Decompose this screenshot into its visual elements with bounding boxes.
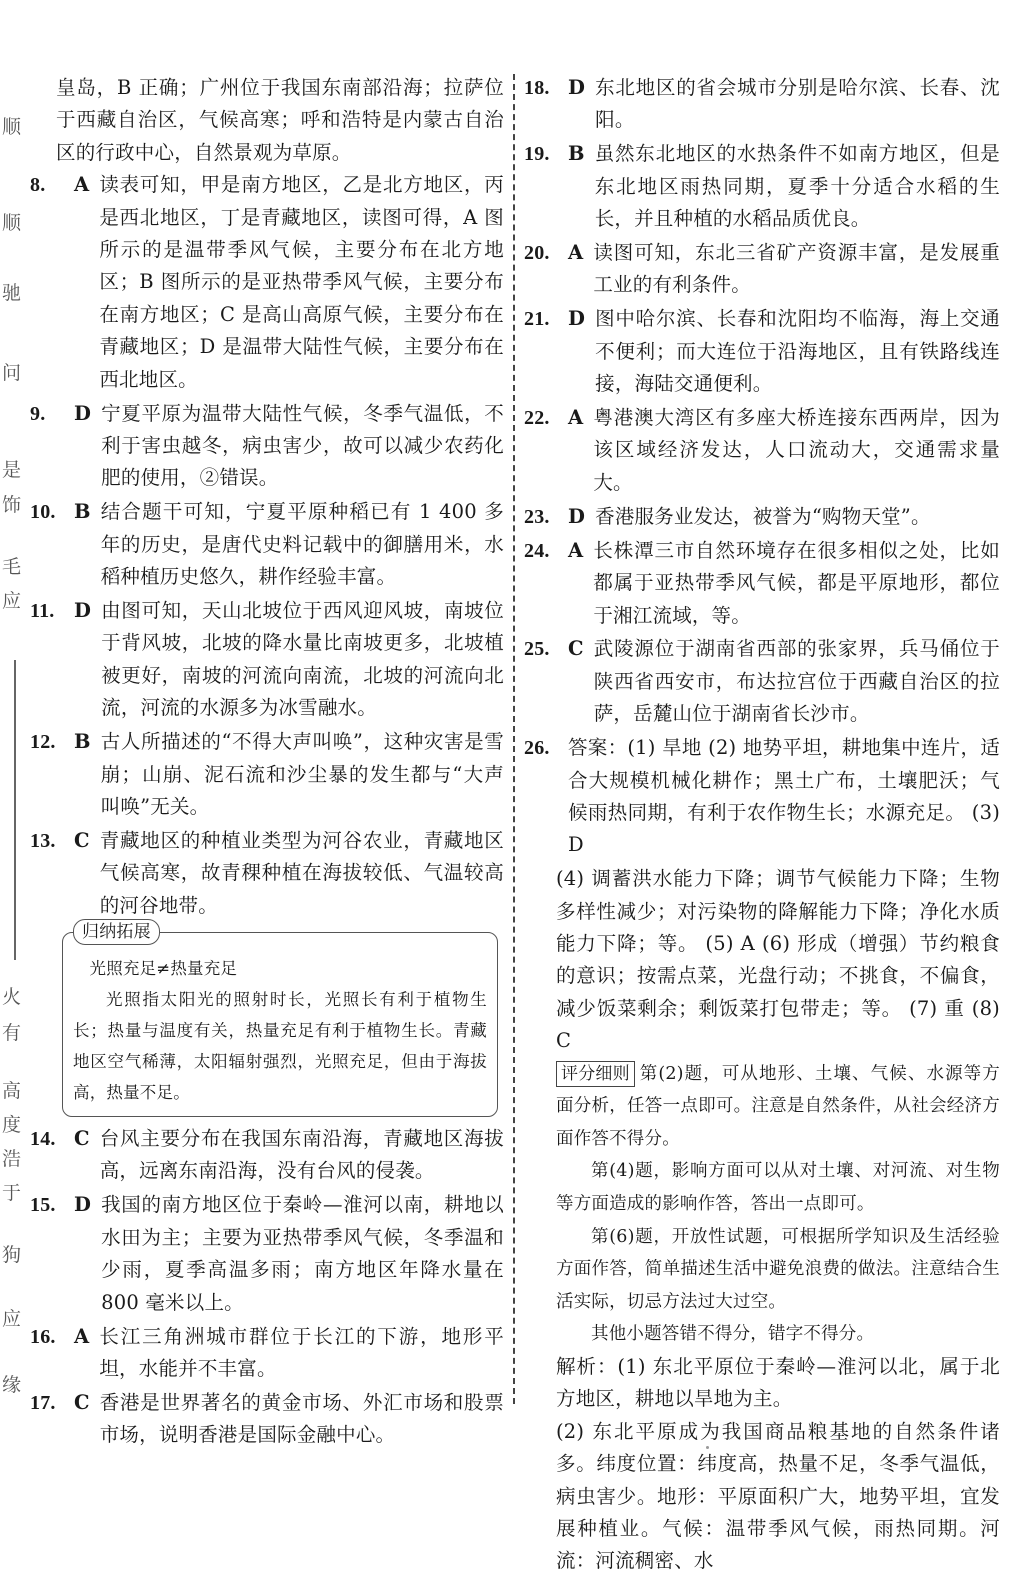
answer-item-19 [524,138,1000,235]
item-number: 11. [30,600,55,622]
item-answer: D [74,599,92,622]
answer-item-8 [30,169,504,396]
item-number: 20. [524,242,550,265]
scoring-rule-1 [556,1058,1000,1156]
item-number: 16. [30,1325,56,1348]
answer-item-23 [524,501,1000,533]
item-number: 8. [30,174,46,197]
item-answer: B [74,730,91,754]
item-number: 13. [30,829,56,852]
item-explanation: 长株潭三市自然环境存在很多相似之处，比如都属于亚热带季风气候，都是平原地形，都位于湘江流域，等。 [593,538,1000,627]
answer-item-14 [30,1123,504,1188]
item-number: 15. [30,1194,56,1217]
item-explanation: 武陵源位于湖南省西部的张家界，兵马俑位于陕西省西安市，布达拉宫位于西藏自治区的拉萨，岳麓山位于湖南省长沙市。 [593,637,1000,726]
item-answer: C [568,637,584,661]
item-explanation: 虽然东北地区的水热条件不如南方地区，但是东北地区雨热同期，夏季十分适合水稻的生长，并且种植的水稻品质优良。 [594,142,1000,231]
item-number: 12. [30,731,56,754]
continuation-text: 皇岛，B 正确；广州位于我国东南部沿海；拉萨位于西藏自治区，气候高寒；呼和浩特是内蒙古自治区的行政中心，自然景观为草原。 [56,76,504,164]
answer-item-21 [524,303,1000,400]
item-number: 10. [30,501,56,524]
item-number: 17. [30,1391,56,1414]
margin-char: 度 [2,1114,22,1136]
item-answer: A [568,406,584,430]
answer-item-15 [30,1189,504,1319]
item-answer: D [74,401,92,425]
answer-item-18 [524,72,1000,137]
item-number: 14. [30,1128,56,1151]
item-explanation: 东北地区的省会城市分别是哈尔滨、长春、沈阳。 [595,76,1000,132]
summary-box-tag: 归纳拓展 [73,919,160,945]
margin-char: 毛 [2,556,22,578]
answer-item-10 [30,496,504,593]
margin-rule [14,660,16,960]
item-explanation: 宁夏平原为温带大陆性气候，冬季气温低，不利于害虫越冬，病虫害少，故可以减少农药化肥的使用，②错误。 [101,401,504,490]
margin-char: 饰 [2,494,22,516]
answer-item-16 [30,1321,504,1386]
item-answer: D [568,76,586,99]
left-margin-fragments [0,70,22,1400]
answer-item-17 [30,1387,504,1452]
item-number: 18. [524,77,550,99]
item-number: 21. [524,308,550,331]
margin-char: 于 [2,1182,22,1204]
answer-item-22 [524,402,1000,499]
margin-char: 问 [2,362,22,384]
margin-char: 缘 [2,1374,22,1396]
item-number: 9. [30,402,46,425]
scan-speck [706,1446,709,1449]
item-explanation: 台风主要分布在我国东南沿海，青藏地区海拔高，远离东南沿海，没有台风的侵袭。 [99,1127,504,1183]
item-answer: D [568,307,586,331]
margin-char: 应 [2,1308,22,1330]
item-answer: A [568,241,584,265]
margin-char: 狗 [2,1244,22,1266]
item-answer: B [568,142,585,166]
item-answer: C [74,1390,90,1414]
scoring-rules-tag: 评分细则 [556,1061,635,1087]
answer-item-9 [30,398,504,495]
item-answer: A [568,538,584,562]
item-answer: D [568,504,586,528]
scoring-rule-1-text: 第(2)题，可从地形、土壤、气候、水源等方面分析，任答一点即可。注意是自然条件，从社会经济方面作答不得分。 [556,1063,1000,1149]
answer-item-12 [30,726,504,823]
item-explanation: 由图可知，天山北坡位于西风迎风坡，南坡位于背风坡，北坡的降水量比南坡更多，北坡植被更好，南坡的河流向南流，北坡的河流向北流，河流的水源多为冰雪融水。 [101,599,504,720]
item-answer: D [74,1193,92,1217]
analysis-2: (2) 东北平原成为我国商品粮基地的自然条件诸多。纬度位置：纬度高，热量不足，冬季气温低，病虫害少。地形：平原面积广大，地势平坦，宜发展种植业。气候：温带季风气候，雨热同期。河流：河流稠密、水 [556,1419,1000,1573]
item-explanation: 图中哈尔滨、长春和沈阳均不临海，海上交通不便利；而大连位于沿海地区，且有铁路线连接，海陆交通便利。 [595,307,1000,396]
item-number: 19. [524,143,550,166]
item-explanation: 我国的南方地区位于秦岭—淮河以南，耕地以水田为主；主要为亚热带季风气候，冬季温和少雨，夏季高温多雨；南方地区年降水量在 800 毫米以上。 [101,1193,504,1314]
item-number: 23. [524,505,550,528]
item-number: 25. [524,638,550,661]
left-column [30,72,504,1453]
item-explanation: 香港是世界著名的黄金市场、外汇市场和股票市场，说明香港是国际金融中心。 [99,1390,504,1447]
answer-item-20 [524,237,1000,302]
answer-item-24 [524,535,1000,632]
item-answer: B [74,500,91,524]
item-explanation: 古人所描述的“不得大声叫唤”，这种灾害是雪崩；山崩、泥石流和沙尘暴的发生都与“大声叫唤”无关。 [100,730,504,818]
item-26-continuation: (4) 调蓄洪水能力下降；调节气候能力下降；生物多样性减少；对污染物的降解能力下降；净化水质能力下降；等。 (5) A (6) 形成（增强）节约粮食的意识；按需点菜，光盘行动；不挑食，不偏食，减少饭菜剩余；剩饭菜打包带走；等。 (7) 重 (8) C [556,867,1000,1053]
item-answer-text: 答案：(1) 旱地 (2) 地势平坦，耕地集中连片，适合大规模机械化耕作；黑土广布，土壤肥沃；气候雨热同期，有利于农作物生长；水源充足。 (3) D [568,736,1000,857]
margin-char: 有 [2,1022,22,1044]
item-explanation: 长江三角洲城市群位于长江的下游，地形平坦，水能并不丰富。 [99,1324,504,1380]
margin-char: 是 [2,459,22,481]
item-answer: C [74,1127,90,1151]
scoring-rule-2: 第(4)题，影响方面可以从对土壤、对河流、对生物等方面造成的影响作答，答出一点即可。 [556,1161,1000,1215]
right-column [524,72,1000,1578]
margin-char: 火 [2,986,22,1008]
summary-box-heading: 光照充足≠热量充足 [89,959,238,979]
item-answer: A [74,1324,90,1348]
analysis-1: 解析：(1) 东北平原位于秦岭—淮河以北，属于北方地区，耕地以旱地为主。 [556,1355,1000,1411]
item-explanation: 读表可知，甲是南方地区，乙是北方地区，丙是西北地区，丁是青藏地区，读图可得，A 图所示的是温带季风气候，主要分布在北方地区；B 图所示的是亚热带季风气候，主要分布在南方地区；C 是高山高原气候，主要分布在青藏地区；D 是温带大陆性气候，主要分布在西北地区。 [99,173,504,391]
margin-char: 应 [2,590,22,612]
answer-item-25 [524,633,1000,730]
answer-item-11 [30,595,504,725]
margin-char: 顺 [2,116,22,138]
item-explanation: 读图可知，东北三省矿产资源丰富，是发展重工业的有利条件。 [593,241,1000,297]
item-number: 26. [524,737,550,760]
item-explanation: 香港服务业发达，被誉为“购物天堂”。 [595,504,931,528]
answer-item-13 [30,825,504,922]
item-answer: C [74,828,90,852]
summary-box [62,922,498,1117]
scoring-rules [524,1058,1000,1351]
item-number: 22. [524,407,550,430]
summary-box-body: 光照指太阳光的照射时长，光照长有利于植物生长；热量与温度有关，热量充足有利于植物生长。青藏地区空气稀薄，太阳辐射强烈，光照充足，但由于海拔高，热量不足。 [73,990,487,1103]
column-divider [513,74,515,1404]
item-explanation: 结合题干可知，宁夏平原种稻已有 1 400 多年的历史，是唐代史料记载中的御膳用米，水稻种植历史悠久，耕作经验丰富。 [100,500,504,589]
item-number: 24. [524,539,550,562]
margin-char: 驰 [2,282,22,304]
answer-item-26 [524,732,1000,862]
margin-char: 浩 [2,1148,22,1170]
scoring-rule-4: 其他小题答错不得分，错字不得分。 [591,1324,875,1345]
margin-char: 高 [2,1080,22,1102]
item-explanation: 青藏地区的种植业类型为河谷农业，青藏地区气候高寒，故青稞种植在海拔较低、气温较高的河谷地带。 [99,828,504,917]
item-answer: A [74,173,90,197]
margin-char: 顺 [2,212,22,234]
scoring-rule-3: 第(6)题，开放性试题，可根据所学知识及生活经验方面作答，简单描述生活中避免浪费的做法。注意结合生活实际，切忌方法过大过空。 [556,1226,1000,1312]
item-explanation: 粤港澳大湾区有多座大桥连接东西两岸，因为该区域经济发达，人口流动大，交通需求量大。 [593,406,1000,494]
